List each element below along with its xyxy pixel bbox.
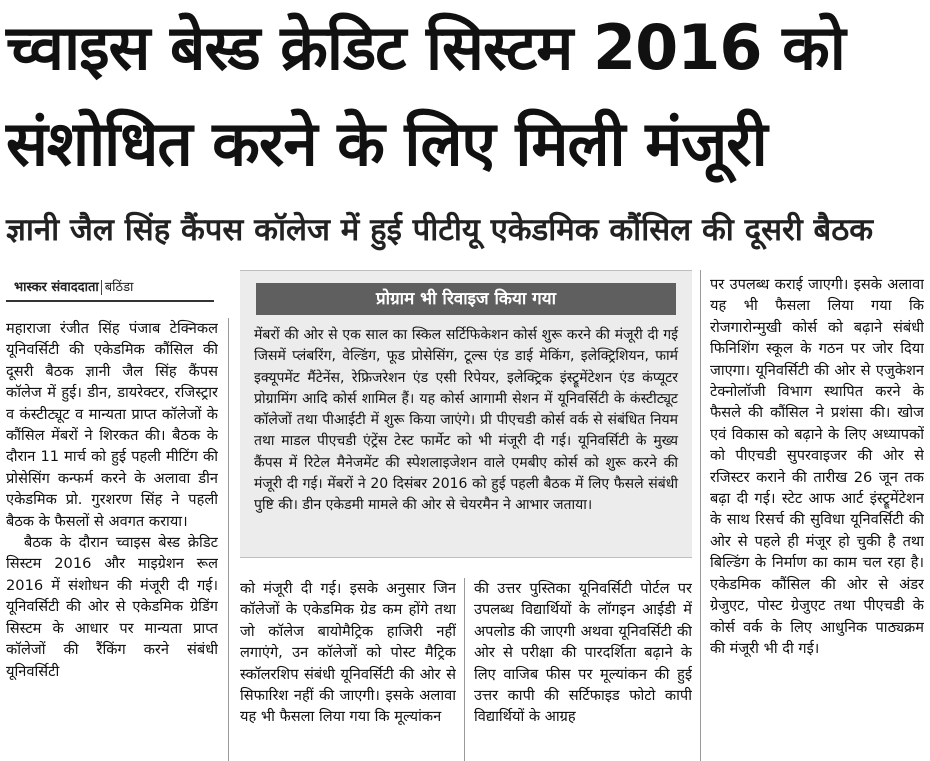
article-column-2 bbox=[240, 578, 456, 761]
article-column-3 bbox=[474, 578, 692, 761]
byline-reporter: भास्कर संवाददाता bbox=[14, 280, 99, 295]
byline bbox=[14, 277, 133, 295]
column-3-text: की उत्तर पुस्तिका यूनिवर्सिटी पोर्टल पर उपलब्ध विद्यार्थियों के लॉगइन आईडी में अपलोड की जाएगी अथवा यूनिवर्सिटी की ओर से परीक्षा की पारदर्शिता बढ़ाने के लिए वाजिब फीस पर मूल्यांकन की हुई उत्तर कापी की सर्टिफाइड फोटो कापी विद्यार्थियों के आग्रह bbox=[474, 580, 692, 726]
sidebar-box bbox=[240, 270, 692, 558]
article-column-1 bbox=[6, 318, 218, 761]
headline-line-1: च्वाइस बेस्ड क्रेडिट सिस्टम 2016 को bbox=[6, 11, 845, 84]
headline-line-2: संशोधित करने के लिए मिली मंजूरी bbox=[6, 107, 767, 180]
column-divider bbox=[700, 270, 701, 761]
column-4-text: पर उपलब्ध कराई जाएगी। इसके अलावा यह भी फैसला लिया गया कि रोजगारोन्मुखी कोर्स को बढ़ाने संबंधी फिनिशिंग स्कूल के गठन पर जोर दिया जाएगा। यूनिवर्सिटी की ओर से एजुकेशन टेक्नोलॉजी विभाग स्थापित करने के फैसले की कौंसिल ने प्रशंसा की। खोज एवं विकास को बढ़ाने के लिए अध्यापकों को पीएचडी सुपरवाइजर की ओर से रजिस्टर कराने की तारीख 26 जून तक बढ़ा दी गई। स्टेट आफ आर्ट इंस्ट्रूमेंटेशन के साथ रिसर्च की सुविधा यूनिवर्सिटी की ओर से पहले ही मंजूर हो चुकी है तथा बिल्डिंग के निर्माण का काम चल रहा है। एकेडमिक कौंसिल की ओर से अंडर ग्रेजुएट, पोस्ट ग्रेजुएट तथा पीएचडी के कोर्स वर्क के लिए आधुनिक पाठ्यक्रम की मंजूरी भी दी गई। bbox=[710, 276, 924, 657]
column-1-paragraph-2: बैठक के दौरान च्वाइस बेस्ड क्रेडिट सिस्टम 2016 और माइग्रेशन रूल 2016 में संशोधन की मंजूरी दी गई। यूनिवर्सिटी की ओर से एकेडमिक ग्रेडिंग सिस्टम के आधार पर मान्यता प्राप्त कॉलेजों की रैंकिंग करने संबंधी यूनिवर्सिटी bbox=[6, 534, 218, 680]
column-divider bbox=[228, 318, 229, 761]
byline-place: बठिंडा bbox=[101, 280, 134, 295]
column-divider bbox=[464, 578, 465, 761]
article-column-4 bbox=[710, 274, 924, 761]
column-1-paragraph-1: महाराजा रंजीत सिंह पंजाब टेक्निकल यूनिवर्सिटी की एकेडमिक कौंसिल की दूसरी बैठक ज्ञानी जैल सिंह कैंपस कॉलेज में हुई। डीन, डायरेक्टर, रजिस्ट्रार व कंस्टीट्यूट व मान्यता प्राप्त कॉलेजों के कौंसिल मेंबरों ने शिरकत की। बैठक के दौरान 11 मार्च को हुई पहली मीटिंग की प्रोसेसिंग कन्फर्म करने के अलावा डीन एकेडमिक प्रो. गुरशरण सिंह ने पहली बैठक के फैसलों से अवगत कराया। bbox=[6, 320, 218, 530]
column-2-text: को मंजूरी दी गई। इसके अनुसार जिन कॉलेजों के एकेडमिक ग्रेड कम होंगे तथा जो कॉलेज बायोमैट्रिक हाजिरी नहीं लगाएंगे, उन कॉलेजों को पोस्ट मैट्रिक स्कॉलरशिप संबंधी यूनिवर्सिटी की ओर से सिफारिश नहीं की जाएगी। इसके अलावा यह भी फैसला लिया गया कि मूल्यांकन bbox=[240, 580, 456, 726]
sidebar-box-title: प्रोग्राम भी रिवाइज किया गया bbox=[256, 283, 676, 315]
sidebar-box-text: मेंबरों की ओर से एक साल का स्किल सर्टिफिकेशन कोर्स शुरू करने की मंजूरी दी गई जिसमें प्लंबरिंग, वेल्डिंग, फूड प्रोसेसिंग, टूल्स एंड डाई मेकिंग, इलेक्ट्रिशियन, फार्म इक्यूपमेंट मैंटेनेंस, रेफ्रिजरेशन एंड एसी रिपेयर, इलेक्ट्रिक इंस्ट्रूमेंटेशन एंड कंप्यूटर प्रोग्रामिंग आदि कोर्स शामिल हैं। यह कोर्स आगामी सेशन में यूनिवर्सिटी के कंस्टीट्यूट कॉलेजों तथा पीआईटी में शुरू किया जाएंगे। प्री पीएचडी कोर्स वर्क से संबंधित नियम तथा माडल पीएचडी एंट्रेंस टेस्ट फार्मेट को भी मंजूरी दी गई। यूनिवर्सिटी के मुख्य कैंपस में रिटेल मैनेजमेंट की स्पेशलाइजेशन वाले एमबीए कोर्स को शुरू करने की मंजूरी दी गई। मेंबरों ने 20 दिसंबर 2016 को हुई पहली बैठक में लिए फैसले संबंधी पुष्टि की। डीन एकेडमी मामले की ओर से चेयरमैन ने आभार जताया। bbox=[254, 327, 678, 514]
subheadline: ज्ञानी जैल सिंह कैंपस कॉलेज में हुई पीटीयू एकेडमिक कौंसिल की दूसरी बैठक bbox=[6, 212, 874, 248]
byline-rule bbox=[6, 300, 214, 302]
